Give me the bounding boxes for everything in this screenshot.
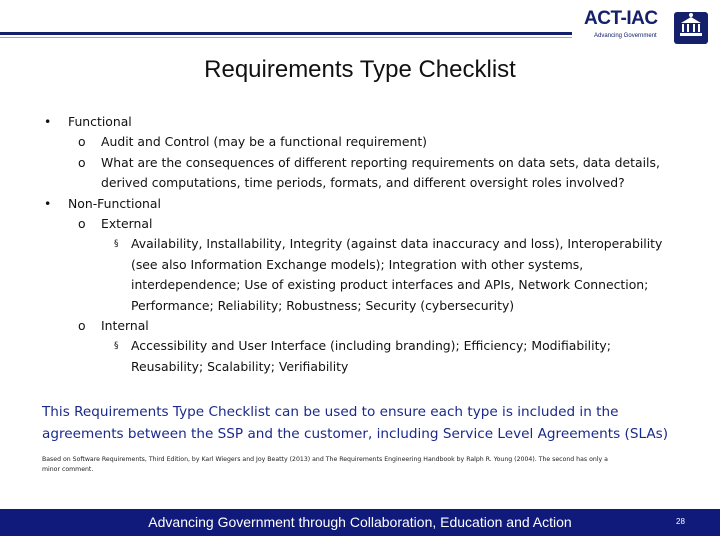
list-item-text: What are the consequences of different reporting requirements on data sets, data details, [101, 154, 660, 170]
bullet-icon: o [78, 154, 86, 170]
summary-statement [42, 401, 712, 445]
header-rule [0, 32, 572, 35]
internal-label: Internal [101, 318, 149, 334]
source-reference [42, 455, 710, 475]
summary-line: agreements between the SSP and the customer, including Service Level Agreements (SLAs) [42, 426, 669, 442]
bullet-icon: o [78, 134, 86, 150]
summary-line: This Requirements Type Checklist can be used to ensure each type is included in the [42, 404, 619, 420]
bullet-icon: • [44, 195, 52, 211]
list-item-external-attributes [0, 234, 720, 254]
list-item-text: Accessibility and User Interface (including branding); Efficiency; Modifiability; [131, 338, 611, 354]
list-item-external [0, 214, 720, 234]
logo-tagline: Advancing Government [594, 33, 657, 39]
footer-bar [0, 509, 720, 536]
list-item-text: Availability, Installability, Integrity (against data inaccuracy and loss), Interoperability [131, 236, 663, 252]
list-item-internal-attributes [0, 336, 720, 356]
reference-line: minor comment. [42, 466, 94, 473]
list-item-continuation: Performance; Reliability; Robustness; Security (cybersecurity) [131, 297, 515, 313]
reference-line: Based on Software Requirements, Third Edition, by Karl Wiegers and Joy Beatty (2013) and The Requirements Engineering Handbook by Ralph R. Young (2004). The second has only a [42, 456, 608, 463]
slide-title: Requirements Type Checklist [204, 56, 516, 83]
bullet-icon: § [114, 341, 119, 352]
bullet-icon: o [78, 216, 86, 232]
bullet-icon: • [44, 114, 52, 129]
act-iac-logo [584, 6, 710, 46]
list-item-continuation: derived computations, time periods, formats, and different oversight roles involved? [101, 175, 625, 191]
list-item-text: Audit and Control (may be a functional requirement) [101, 134, 428, 150]
list-item-non-functional [0, 194, 720, 214]
list-item-continuation: interdependence; Use of existing product interfaces and APIs, Network Connection; [131, 277, 649, 293]
header-rule-thin [0, 37, 572, 38]
non-functional-label: Non-Functional [68, 195, 161, 211]
checklist-body [0, 112, 720, 377]
list-item-functional [0, 112, 720, 132]
list-item-internal [0, 316, 720, 336]
bullet-icon: o [78, 318, 86, 334]
list-item-audit [0, 132, 720, 152]
logo-wordmark: ACT-IAC [584, 8, 658, 29]
footer-tagline: Advancing Government through Collaboration, Education and Action [148, 514, 572, 530]
functional-label: Functional [68, 114, 132, 129]
bullet-icon: § [114, 239, 119, 250]
list-item-continuation: (see also Information Exchange models); Integration with other systems, [131, 256, 584, 272]
external-label: External [101, 216, 153, 232]
list-item-consequences [0, 153, 720, 173]
list-item-continuation: Reusability; Scalability; Verifiability [131, 358, 349, 374]
page-number: 28 [676, 517, 685, 526]
capitol-emblem-icon [672, 6, 710, 46]
